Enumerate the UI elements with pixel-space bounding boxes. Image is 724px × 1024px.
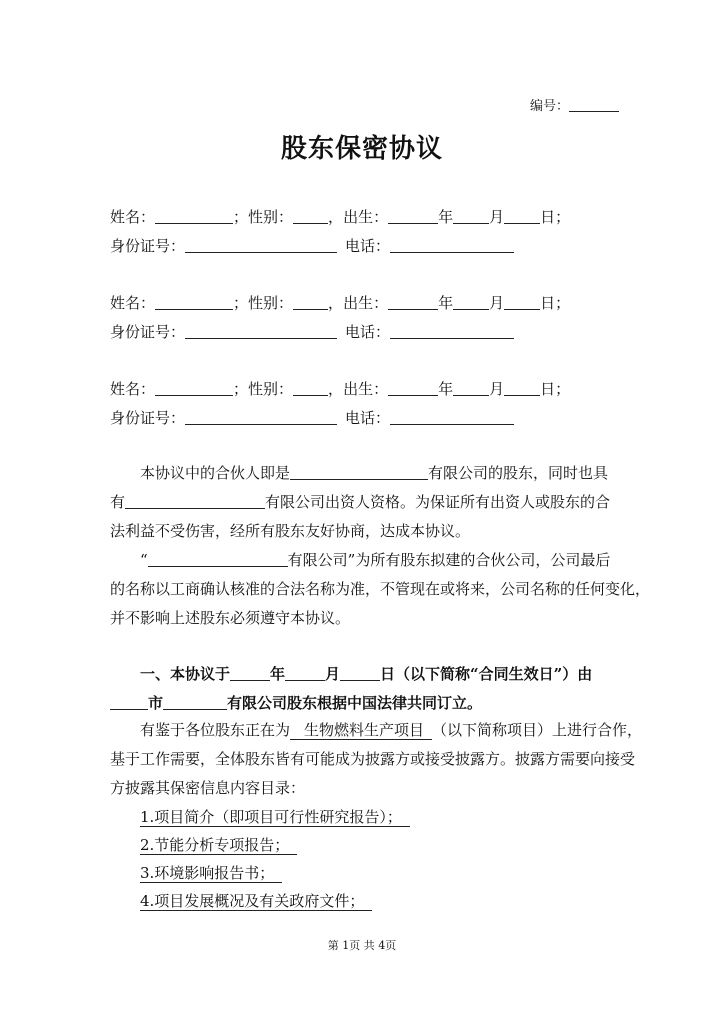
phone-blank: [390, 324, 514, 339]
list-item: 2.节能分析专项报告；: [140, 834, 297, 855]
name-blank: [155, 381, 233, 396]
para1-line1: 本协议中的合伙人即是 有限公司的股东，同时也具: [140, 464, 609, 482]
gender-blank: [293, 381, 328, 396]
birth-month-blank: [453, 295, 489, 310]
company-blank: [148, 552, 288, 567]
project-name: 生物燃料生产项目: [290, 721, 432, 740]
city-blank: [110, 695, 148, 710]
name-blank: [155, 209, 233, 224]
id-blank: [185, 238, 337, 253]
para1-line2: 有 有限公司出资人资格。为保证所有出资人或股东的合: [110, 493, 611, 511]
list-item: 4.项目发展概况及有关政府文件；: [140, 890, 372, 911]
gender-blank: [293, 209, 328, 224]
list-item: 3.环境影响报告书；: [140, 862, 282, 883]
birth-day-blank: [504, 209, 540, 224]
page-title: 股东保密协议: [280, 134, 443, 164]
section1-line1: 一、本协议于 年 月 日（以下简称“合同生效日”）由: [140, 665, 593, 683]
section1-line2: 市 有限公司股东根据中国法律共同订立。: [110, 692, 482, 713]
gender-blank: [293, 295, 328, 310]
birth-year-blank: [388, 381, 438, 396]
birth-year-blank: [388, 209, 438, 224]
party-1-info-line: 姓名： ；性别： ，出生： 年 月 日；: [110, 208, 571, 226]
party-2-info-line: 姓名： ；性别： ，出生： 年 月 日；: [110, 294, 571, 312]
company-blank: [163, 695, 227, 710]
birth-day-blank: [504, 295, 540, 310]
para2-line2: 的名称以工商确认核准的合法名称为准，不管现在或将来，公司名称的任何变化，: [110, 580, 651, 598]
para3-line1: 有鉴于各位股东正在为 生物燃料生产项目 （以下简称项目）上进行合作，: [140, 721, 643, 739]
effective-month-blank: [285, 666, 325, 681]
party-2-id-line: 身份证号： 电话：: [110, 321, 514, 342]
id-blank: [185, 410, 337, 425]
company-blank: [290, 465, 428, 480]
id-blank: [185, 324, 337, 339]
birth-month-blank: [453, 209, 489, 224]
birth-day-blank: [504, 381, 540, 396]
party-3-id-line: 身份证号： 电话：: [110, 407, 514, 428]
para3-line3: 方披露其保密信息内容目录：: [110, 779, 306, 797]
birth-year-blank: [388, 295, 438, 310]
para3-line2: 基于工作需要，全体股东皆有可能成为披露方或接受披露方。披露方需要向接受: [110, 750, 636, 768]
effective-year-blank: [230, 666, 270, 681]
phone-blank: [390, 410, 514, 425]
party-3-info-line: 姓名： ；性别： ，出生： 年 月 日；: [110, 380, 571, 398]
para2-line1: “ 有限公司”为所有股东拟建的合伙公司，公司最后: [140, 551, 611, 569]
document-number: 编号：: [530, 95, 619, 114]
effective-day-blank: [340, 666, 380, 681]
party-1-id-line: 身份证号： 电话：: [110, 235, 514, 256]
para1-line3: 法利益不受伤害，经所有股东友好协商，达成本协议。: [110, 522, 471, 540]
name-blank: [155, 295, 233, 310]
company-blank: [125, 494, 265, 509]
para2-line3: 并不影响上述股东必须遵守本协议。: [110, 609, 351, 627]
birth-month-blank: [453, 381, 489, 396]
document-number-blank: [569, 97, 619, 112]
phone-blank: [390, 238, 514, 253]
list-item: 1.项目简介（即项目可行性研究报告）；: [140, 806, 410, 827]
page-footer: 第 1页 共 4页: [327, 939, 397, 952]
